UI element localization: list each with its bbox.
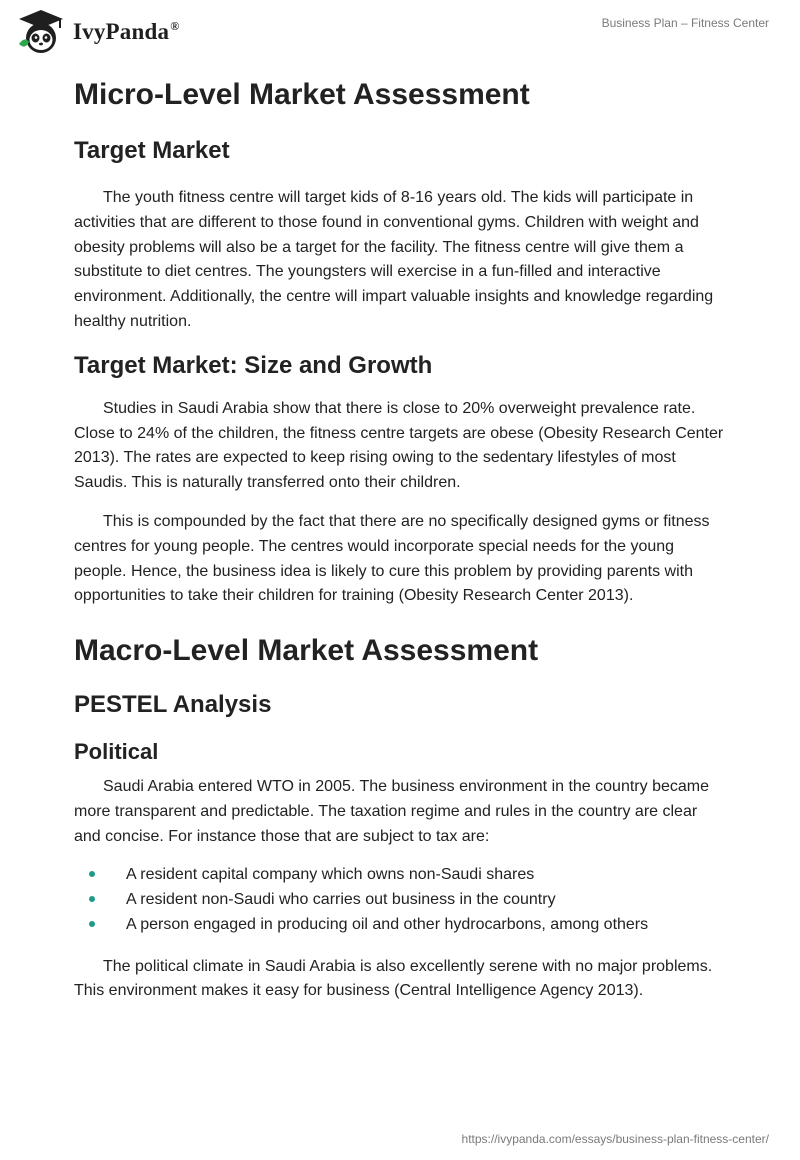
page-header <box>0 0 800 64</box>
list-item <box>74 862 726 887</box>
ivypanda-logo[interactable] <box>15 8 179 56</box>
size-growth-paragraph-2: This is compounded by the fact that there are no specifically designed gyms or fitness centres for young people. The centres would incorporate special needs for the young people. Hence, the business idea is likely to cure this problem by providing parents with opportunities to take their children for training (Obesity Research Center 2013). <box>74 512 710 605</box>
bullet-icon <box>89 871 95 877</box>
micro-level-heading: Micro-Level Market Assessment <box>74 78 530 111</box>
essay-content <box>74 70 726 1004</box>
source-url[interactable]: https://ivypanda.com/essays/business-plan-fitness-center/ <box>461 1132 769 1146</box>
list-item <box>74 912 726 937</box>
bullet-icon <box>89 921 95 927</box>
target-market-heading: Target Market <box>74 137 230 164</box>
panda-graduate-icon <box>15 8 67 56</box>
list-item-text: A person engaged in producing oil and other hydrocarbons, among others <box>126 915 649 933</box>
bullet-icon <box>89 896 95 902</box>
tax-subjects-list <box>74 862 726 937</box>
political-heading: Political <box>74 739 159 765</box>
macro-level-heading: Macro-Level Market Assessment <box>74 634 539 668</box>
document-title: Business Plan – Fitness Center <box>601 16 769 30</box>
size-growth-heading: Target Market: Size and Growth <box>74 351 433 379</box>
list-item-text: A resident non-Saudi who carries out business in the country <box>126 890 556 908</box>
target-market-paragraph: The youth fitness centre will target kids of 8-16 years old. The kids will participate in activities that are different to those found in conventional gyms. Children with weight and obesity problems will also be a target for the facility. The fitness centre will give them a substitute to diet centres. The youngsters will exercise in a fun-filled and interactive environment. Additionally, the centre will impart valuable insights and knowledge regarding healthy nutrition. <box>74 189 714 330</box>
political-paragraph-2: The political climate in Saudi Arabia is also excellently serene with no major problems. This environment makes it easy for business (Central Intelligence Agency 2013). <box>74 957 713 1000</box>
list-item <box>74 887 726 912</box>
list-item-text: A resident capital company which owns non-Saudi shares <box>126 865 535 883</box>
brand-name: IvyPanda® <box>73 19 180 44</box>
pestel-heading: PESTEL Analysis <box>74 691 272 719</box>
registered-mark: ® <box>170 19 180 34</box>
political-paragraph-1: Saudi Arabia entered WTO in 2005. The business environment in the country became more transparent and predictable. The taxation regime and rules in the country are clear and concise. For instance those that are subject to tax are: <box>74 778 709 845</box>
size-growth-paragraph-1: Studies in Saudi Arabia show that there is close to 20% overweight prevalence rate. Close to 24% of the children, the fitness centre targets are obese (Obesity Research Center 2013). The rates are expected to keep rising owing to the sedentary lifestyles of most Saudis. This is naturally transferred onto their children. <box>74 399 724 492</box>
